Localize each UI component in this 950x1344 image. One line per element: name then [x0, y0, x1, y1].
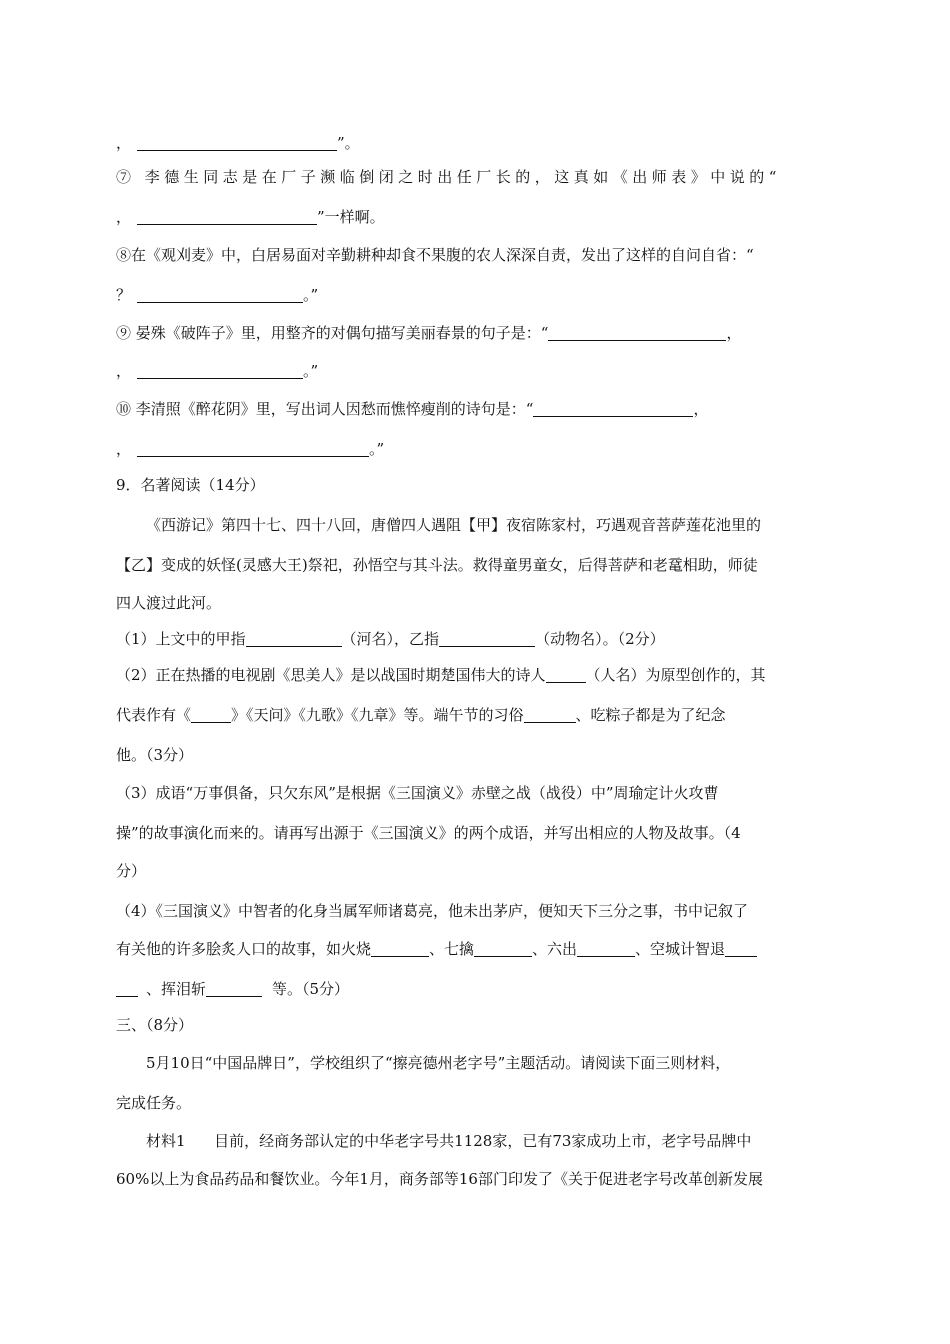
- answer-blank[interactable]: [137, 208, 317, 225]
- q9-line2: [116, 360, 318, 382]
- question-text: 、七擒: [429, 940, 475, 958]
- sec9-q2-line3: 他。（3分）: [116, 746, 194, 764]
- section-9-title: 9．名著阅读（14分）: [116, 476, 265, 494]
- answer-blank[interactable]: [371, 940, 429, 957]
- q6-answer-line: [116, 132, 360, 154]
- punct: ”一样啊。: [317, 208, 385, 226]
- answer-blank[interactable]: [548, 324, 726, 341]
- q7-line2: [116, 206, 385, 228]
- q8-line2: [116, 284, 318, 306]
- answer-blank[interactable]: [206, 980, 262, 997]
- sec9-q3-line2: 操”的故事演化而来的。请再写出源于《三国演义》的两个成语，并写出相应的人物及故事。（4: [116, 824, 741, 842]
- punct: ，: [116, 362, 132, 380]
- sec9-q4-line3: [116, 978, 349, 1000]
- question-text: 、六出: [532, 940, 578, 958]
- sec9-intro-line1: 《西游记》第四十七、四十八回，唐僧四人遇阻【甲】夜宿陈家村，巧遇观音菩萨莲花池里的: [146, 516, 762, 534]
- sec3-intro-line2: 完成任务。: [116, 1094, 192, 1112]
- punct: 。”: [369, 440, 385, 458]
- sec9-intro-line3: 四人渡过此河。: [116, 594, 222, 612]
- question-text: （动物名）。（2分）: [535, 630, 665, 648]
- sec9-q3-line3: 分）: [116, 862, 147, 880]
- sec9-q4-line1: （4）《三国演义》中智者的化身当属军师诸葛亮，他未出茅庐，便知天下三分之事，书中记叙了: [116, 902, 749, 920]
- sec9-q2-line2: [116, 704, 726, 726]
- answer-blank[interactable]: [577, 940, 635, 957]
- sec9-q2-line1: [116, 664, 766, 686]
- question-text: 代表作有《: [116, 706, 192, 724]
- q8-line1: ⑧在《观刈麦》中，白居易面对辛勤耕种却食不果腹的农人深深自责，发出了这样的自问自省：“: [116, 246, 754, 264]
- question-text: 、挥泪斩: [146, 980, 207, 998]
- answer-blank[interactable]: [439, 630, 535, 647]
- question-text: （2）正在热播的电视剧《思美人》是以战国时期楚国伟大的诗人: [116, 666, 546, 684]
- question-text: （1）上文中的甲指: [116, 630, 246, 648]
- q10-line2: [116, 438, 384, 460]
- answer-blank[interactable]: [246, 630, 342, 647]
- answer-blank[interactable]: [137, 440, 369, 457]
- punct: ，: [116, 440, 132, 458]
- answer-blank[interactable]: [474, 940, 532, 957]
- punct: ，: [116, 208, 132, 226]
- answer-blank[interactable]: [191, 706, 231, 723]
- punct: 。”: [303, 362, 319, 380]
- question-text: 等。（5分）: [272, 980, 350, 998]
- punct: ，: [693, 400, 709, 418]
- question-text: 》《天问》《九歌》《九章》等。端午节的习俗: [231, 706, 524, 724]
- section-3-title: 三、（8分）: [116, 1016, 194, 1034]
- punct: ？: [116, 286, 132, 304]
- answer-blank[interactable]: [524, 706, 576, 723]
- sec9-q4-line2: [116, 938, 757, 960]
- material-1-line2: 60%以上为食品药品和餐饮业。今年1月，商务部等16部门印发了《关于促进老字号改革创新发展: [116, 1170, 763, 1188]
- answer-blank[interactable]: [116, 980, 138, 997]
- q9-line1: [116, 322, 741, 344]
- answer-blank[interactable]: [546, 666, 586, 683]
- punct: ”。: [337, 134, 360, 152]
- sec9-q3-line1: （3）成语“万事俱备，只欠东风”是根据《三国演义》赤壁之战（战役）中”周瑜定计火攻曹: [116, 784, 719, 802]
- q7-line1: ⑦ 李德生同志是在厂子濒临倒闭之时出任厂长的，这真如《出师表》中说的“: [116, 168, 781, 186]
- punct: ，: [116, 134, 132, 152]
- answer-blank[interactable]: [137, 134, 337, 151]
- punct: ，: [726, 324, 742, 342]
- punct: 。”: [303, 286, 319, 304]
- question-text: 、吃粽子都是为了纪念: [575, 706, 726, 724]
- question-text: （人名）为原型创作的，其: [585, 666, 766, 684]
- question-text: 有关他的许多脍炙人口的故事，如火烧: [116, 940, 372, 958]
- answer-blank[interactable]: [533, 400, 693, 417]
- sec3-intro-line1: 5月10日“中国品牌日”，学校组织了“擦亮德州老字号”主题活动。请阅读下面三则材料，: [146, 1054, 731, 1072]
- sec9-intro-line2: 【乙】变成的妖怪(灵感大王)祭祀，孙悟空与其斗法。救得童男童女，后得菩萨和老鼋相助，师徒: [116, 556, 758, 574]
- answer-blank[interactable]: [725, 940, 757, 957]
- answer-blank[interactable]: [137, 362, 303, 379]
- question-text: ⑩ 李清照《醉花阴》里，写出词人因愁而憔悴瘦削的诗句是：“: [116, 400, 534, 418]
- question-text: 、空城计智退: [635, 940, 726, 958]
- q10-line1: [116, 398, 708, 420]
- sec9-q1: [116, 628, 665, 650]
- question-text: （河名），乙指: [341, 630, 440, 648]
- answer-blank[interactable]: [137, 286, 303, 303]
- material-1-line1: 材料1 目前，经商务部认定的中华老字号共1128家，已有73家成功上市，老字号品牌中: [146, 1132, 752, 1150]
- question-text: ⑨ 晏殊《破阵子》里，用整齐的对偶句描写美丽春景的句子是：“: [116, 324, 549, 342]
